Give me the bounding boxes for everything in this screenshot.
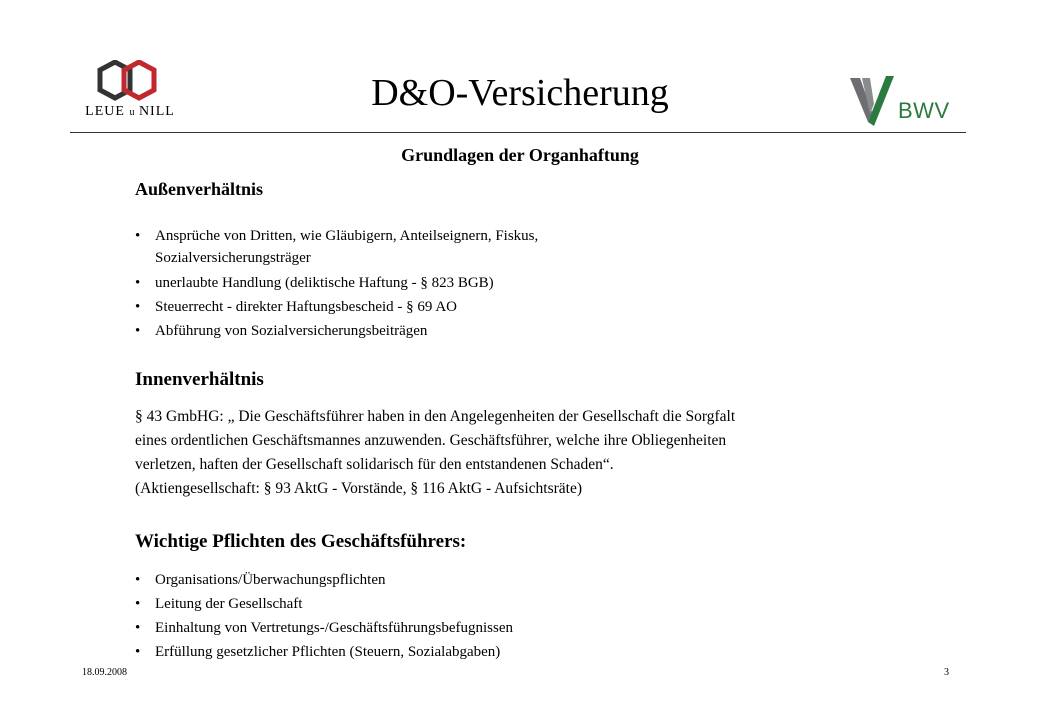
bullet-icon: • [135,228,141,244]
heading-aussenverhaeltnis: Außenverhältnis [135,179,264,199]
list-item-text: Erfüllung gesetzlicher Pflichten (Steuern, Sozialabgaben) [155,644,501,660]
bullet-icon: • [135,620,141,636]
paragraph-line: § 43 GmbHG: „ Die Geschäftsführer haben in den Angelegenheiten der Gesellschaft die Sorgfalt [135,408,736,425]
slide-subtitle: Grundlagen der Organhaftung [401,145,639,165]
list-item-text: Abführung von Sozialversicherungsbeiträgen [155,323,428,339]
list-item-text: Leitung der Gesellschaft [155,596,303,612]
page-number: 3 [944,667,949,678]
bullet-icon: • [135,275,141,291]
gmbhg-quote-paragraph [135,405,895,501]
bullet-icon: • [135,299,141,315]
list-item-text: Ansprüche von Dritten, wie Gläubigern, Anteilseignern, Fiskus, [155,228,539,244]
page-title: D&O-Versicherung [371,72,669,114]
list-item [135,592,755,616]
bwv-logo [848,74,958,130]
bwv-logo-text: BWV [898,98,950,123]
list-item [135,295,755,319]
bwv-v-icon [848,74,898,128]
header-divider [70,132,966,133]
bullet-icon: • [135,596,141,612]
list-item [135,271,755,295]
pflichten-list [135,568,755,664]
list-item [135,319,755,343]
list-item-text: unerlaubte Handlung (deliktische Haftung - § 823 BGB) [155,275,494,291]
list-item-text: Einhaltung von Vertretungs-/Geschäftsführungsbefugnissen [155,620,513,636]
heading-innenverhaeltnis: Innenverhältnis [135,369,264,390]
footer-date: 18.09.2008 [82,667,127,678]
logo-left-name-part1: LEUE [85,104,125,119]
logo-left-name-part2: NILL [138,104,175,119]
aussenverhaeltnis-list [135,225,755,343]
heading-pflichten: Wichtige Pflichten des Geschäftsführers: [135,531,467,552]
logo-left-connector: u [129,107,135,118]
paragraph-line: verletzen, haften der Gesellschaft solidarisch für den entstandenen Schaden“. [135,456,614,473]
paragraph-line: eines ordentlichen Geschäftsmannes anzuwenden. Geschäftsführer, welche ihre Obliegenheiten [135,432,727,449]
list-item [135,616,755,640]
list-item-text: Steuerrecht - direkter Haftungsbescheid - § 69 AO [155,299,457,315]
list-item [135,568,755,592]
paragraph-line: (Aktiengesellschaft: § 93 AktG - Vorstände, § 116 AktG - Aufsichtsräte) [135,480,582,497]
bullet-icon: • [135,323,141,339]
list-item-text-continued: Sozialversicherungsträger [155,250,311,266]
bullet-icon: • [135,644,141,660]
bullet-icon: • [135,572,141,588]
list-item-text: Organisations/Überwachungspflichten [155,572,386,588]
list-item [135,640,755,664]
list-item [135,225,755,269]
